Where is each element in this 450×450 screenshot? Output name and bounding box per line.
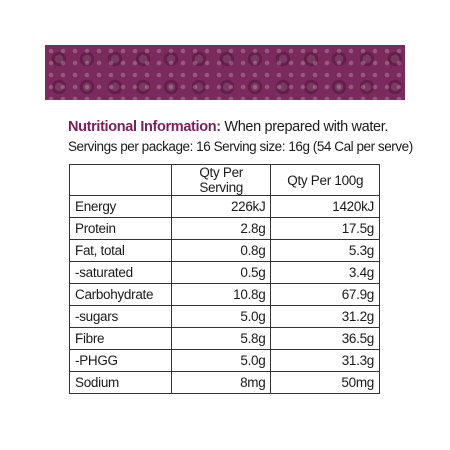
- qty-per-100g: 3.4g: [271, 262, 380, 284]
- table-row: [70, 284, 380, 306]
- table-row: [70, 196, 380, 218]
- table-row: [70, 306, 380, 328]
- nutrient-name: Fat, total: [70, 240, 172, 262]
- qty-per-serving: 2.8g: [171, 218, 271, 240]
- qty-per-serving: 226kJ: [171, 196, 271, 218]
- servings-info: Servings per package: 16 Serving size: 16g (54 Cal per serve): [68, 139, 413, 154]
- column-header-nutrient: [70, 165, 172, 196]
- table-row: [70, 350, 380, 372]
- nutrient-name: Fibre: [70, 328, 172, 350]
- nutrient-name: -PHGG: [70, 350, 172, 372]
- table-header-row: [70, 165, 380, 196]
- qty-per-serving: 5.8g: [171, 328, 271, 350]
- nutrition-table: [69, 164, 380, 394]
- table-row: [70, 372, 380, 394]
- qty-per-serving: 8mg: [171, 372, 271, 394]
- table-row: [70, 218, 380, 240]
- nutrient-name: Sodium: [70, 372, 172, 394]
- qty-per-100g: 17.5g: [271, 218, 380, 240]
- qty-per-100g: 36.5g: [271, 328, 380, 350]
- preparation-note: When prepared with water.: [220, 119, 389, 135]
- qty-per-serving: 5.0g: [171, 350, 271, 372]
- qty-per-100g: 67.9g: [271, 284, 380, 306]
- qty-per-serving: 0.5g: [171, 262, 271, 284]
- qty-per-serving: 10.8g: [171, 284, 271, 306]
- table-row: [70, 328, 380, 350]
- nutrient-name: -saturated: [70, 262, 172, 284]
- qty-per-100g: 31.3g: [271, 350, 380, 372]
- qty-per-100g: 5.3g: [271, 240, 380, 262]
- decorative-banner: [45, 45, 405, 100]
- nutrition-heading: [68, 118, 398, 136]
- qty-per-100g: 50mg: [271, 372, 380, 394]
- nutrient-name: Carbohydrate: [70, 284, 172, 306]
- nutrient-name: Energy: [70, 196, 172, 218]
- table-row: [70, 262, 380, 284]
- nutrient-name: -sugars: [70, 306, 172, 328]
- column-header-per-100g: Qty Per 100g: [271, 165, 380, 196]
- qty-per-serving: 5.0g: [171, 306, 271, 328]
- table-row: [70, 240, 380, 262]
- qty-per-serving: 0.8g: [171, 240, 271, 262]
- nutrient-name: Protein: [70, 218, 172, 240]
- qty-per-100g: 31.2g: [271, 306, 380, 328]
- column-header-per-serving: Qty Per Serving: [171, 165, 271, 196]
- nutrition-title: Nutritional Information:: [68, 119, 221, 135]
- qty-per-100g: 1420kJ: [271, 196, 380, 218]
